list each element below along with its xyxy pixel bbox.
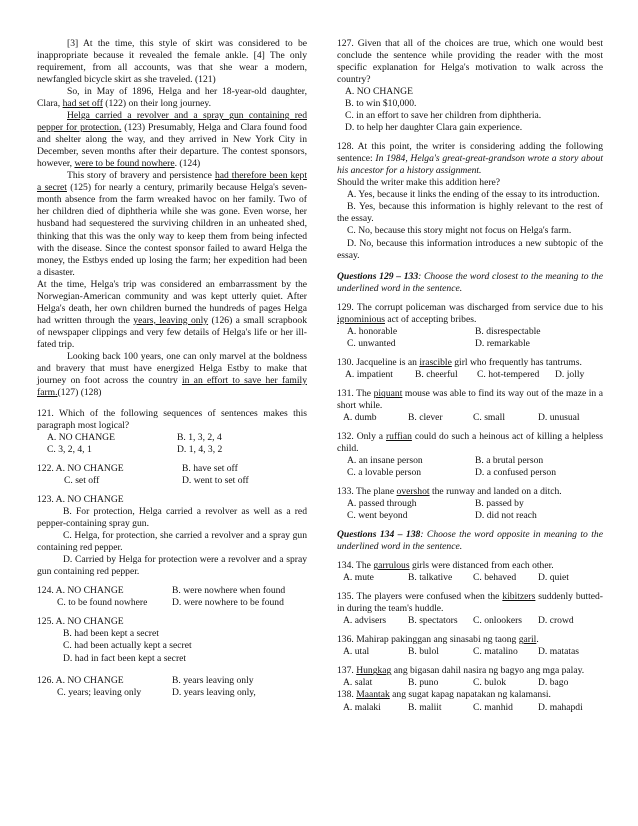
option-d[interactable]: D. to help her daughter Clara gain experience. bbox=[345, 122, 523, 134]
option-c[interactable]: C. bulok bbox=[473, 677, 507, 689]
option-d[interactable]: D. remarkable bbox=[475, 337, 530, 349]
question-126 bbox=[37, 675, 307, 699]
option-b[interactable]: B. had been kept a secret bbox=[63, 628, 159, 640]
option-b[interactable]: B. clever bbox=[408, 411, 443, 423]
option-c[interactable]: C. set off bbox=[64, 475, 100, 487]
option-d[interactable]: D. a confused person bbox=[475, 467, 556, 478]
underlined-word: ignominious bbox=[337, 313, 385, 325]
option-b[interactable]: B. talkative bbox=[408, 572, 453, 584]
question-prompt: Should the writer make this addition here? bbox=[337, 177, 501, 189]
option-a[interactable]: A. dumb bbox=[343, 411, 377, 423]
question-stem: 137. Hungkag ang bigasan dahil nasira ng bagyo ang mga palay. bbox=[337, 665, 585, 677]
question-125 bbox=[37, 616, 307, 664]
option-a[interactable]: A. salat bbox=[343, 677, 373, 689]
option-b[interactable]: B. Yes, because this information is highly relevant to the rest of the essay. bbox=[337, 201, 603, 225]
underlined-phrase-124: were to be found nowhere bbox=[74, 158, 175, 170]
option-b[interactable]: B. spectators bbox=[408, 615, 458, 627]
question-stem: 129. The corrupt policeman was discharged from service due to his ignominious act of accepting bribes. bbox=[337, 301, 603, 325]
option-c[interactable]: C. onlookers bbox=[473, 615, 523, 627]
option-a[interactable]: 126. A. NO CHANGE bbox=[37, 674, 124, 686]
option-c[interactable]: C. a lovable person bbox=[347, 467, 422, 478]
section-heading: Questions 129 – 133: Choose the word closest to the meaning to the underlined word in the sentence. bbox=[337, 270, 603, 294]
question-stem: 136. Mahirap pakinggan ang sinasabi ng taong garil. bbox=[337, 634, 539, 646]
option-c[interactable]: C. manhid bbox=[473, 701, 513, 713]
question-124 bbox=[37, 585, 307, 609]
option-b[interactable]: B. a brutal person bbox=[475, 454, 544, 466]
option-a[interactable]: A. advisers bbox=[343, 615, 387, 627]
question-132 bbox=[337, 431, 603, 479]
question-121 bbox=[37, 408, 307, 456]
underlined-phrase-123: Helga carried a revolver and a spray gun containing red pepper for protection. bbox=[37, 110, 307, 134]
option-c[interactable]: C. had been actually kept a secret bbox=[63, 640, 192, 652]
question-134 bbox=[337, 560, 603, 584]
question-127 bbox=[337, 38, 603, 134]
option-a[interactable]: 123. A. NO CHANGE bbox=[37, 494, 124, 506]
question-136 bbox=[337, 634, 603, 658]
option-d[interactable]: D. unusual bbox=[538, 411, 580, 423]
underlined-phrase-127: in an effort to save her family farm. bbox=[37, 374, 307, 398]
option-a[interactable]: 124. A. NO CHANGE bbox=[37, 585, 124, 597]
option-d[interactable]: D. did not reach bbox=[475, 510, 537, 522]
question-stem: 135. The players were confused when the kibitzers suddenly butted-in during the team's huddle. bbox=[337, 591, 603, 615]
underlined-phrase-125: had therefore been kept a secret bbox=[37, 170, 307, 194]
option-b[interactable]: B. years leaving only bbox=[172, 674, 254, 686]
passage-paragraph: Helga carried a revolver and a spray gun containing red pepper for protection. (123) Presumably, Helga and Clara found food and shelter along the way, and they arrived in New York City in December, seven months after their departure. The contest sponsors, however, were to be found nowhere. (124) bbox=[37, 110, 307, 170]
question-stem: 121. Which of the following sequences of sentences makes this paragraph most logical? bbox=[37, 407, 307, 431]
option-b[interactable]: B. For protection, Helga carried a revolver as well as a red pepper-containing spray gun. bbox=[37, 506, 307, 530]
option-d[interactable]: D. years leaving only, bbox=[172, 686, 256, 698]
option-b[interactable]: B. passed by bbox=[475, 498, 524, 510]
option-d[interactable]: D. quiet bbox=[538, 572, 569, 584]
option-a[interactable]: A. malaki bbox=[343, 701, 381, 713]
passage-paragraph: [3] At the time, this style of skirt was considered to be inappropriate because it revealed the female ankle. [4] The only requirement, from all accounts, was that she wear a modern, newfangled bicycle skirt as she traveled. (121) bbox=[37, 38, 307, 86]
option-a[interactable]: A. NO CHANGE bbox=[47, 432, 115, 443]
option-c[interactable]: C. years; leaving only bbox=[57, 686, 142, 698]
question-128 bbox=[337, 141, 603, 261]
option-c[interactable]: C. in an effort to save her children from diphtheria. bbox=[345, 110, 542, 122]
option-d[interactable]: D. matatas bbox=[538, 646, 580, 658]
option-c[interactable]: C. to be found nowhere bbox=[57, 597, 148, 609]
option-b[interactable]: B. 1, 3, 2, 4 bbox=[177, 432, 222, 443]
option-d[interactable]: D. went to set off bbox=[182, 475, 249, 487]
question-stem: 131. The piquant mouse was able to find its way out of the maze in a short while. bbox=[337, 387, 603, 411]
left-column bbox=[37, 38, 307, 699]
option-d[interactable]: D. No, because this information introduces a new subtopic of the essay. bbox=[337, 237, 603, 261]
option-a[interactable]: A. mute bbox=[343, 572, 374, 584]
question-122 bbox=[37, 463, 307, 487]
option-c[interactable]: C. hot-tempered bbox=[477, 368, 540, 380]
option-c[interactable]: C. unwanted bbox=[347, 337, 396, 349]
option-a[interactable]: 125. A. NO CHANGE bbox=[37, 616, 124, 628]
option-b[interactable]: B. cheerful bbox=[415, 368, 458, 380]
underlined-word: kibitzers bbox=[502, 591, 536, 603]
question-133 bbox=[337, 486, 603, 522]
section-heading: Questions 134 – 138: Choose the word opposite in meaning to the underlined word in the sentence. bbox=[337, 529, 603, 553]
question-137 bbox=[337, 665, 603, 689]
option-d[interactable]: D. 1, 4, 3, 2 bbox=[177, 444, 223, 456]
question-130 bbox=[337, 357, 603, 381]
underlined-phrase-126: years, leaving only bbox=[133, 314, 209, 326]
right-column bbox=[337, 38, 603, 714]
option-b[interactable]: B. were nowhere when found bbox=[172, 585, 286, 597]
underlined-word: garil bbox=[518, 634, 537, 646]
passage-paragraph: This story of bravery and persistence had therefore been kept a secret (125) for nearly a century, primarily because Helga's seven-month absence from the farm wreaked havoc on her family. Two of her children died of diphtheria while she was gone. Even worse, her husband had sequestered the surviving children in an unheated shed, thinking that this was the only way to keep them from being infected with the disease. Since the contest sponsor failed to award Helga the money, the Estbys ended up losing the farm; her expedition had been a disaster. bbox=[37, 170, 307, 278]
underlined-word: Hungkag bbox=[356, 665, 392, 677]
question-129 bbox=[337, 302, 603, 350]
option-a[interactable]: A. passed through bbox=[347, 498, 417, 510]
underlined-word: irascible bbox=[419, 356, 452, 368]
question-135 bbox=[337, 591, 603, 627]
question-stem: 138. Maantak ang sugat kapag napatakan ng kalamansi. bbox=[337, 689, 551, 701]
passage-paragraph: At the time, Helga's trip was considered an embarrassment by the Norwegian-American community and was kept utterly quiet. After Helga's death, her own children burned the hundreds of pages Helga had written through the years, leaving only (126) a small scrapbook of newspaper clippings and very few details of Helga's life or her ill-fated trip. bbox=[37, 278, 307, 350]
option-b[interactable]: B. bulol bbox=[408, 646, 439, 658]
option-d[interactable]: D. were nowhere to be found bbox=[172, 597, 284, 609]
option-d[interactable]: D. mahapdi bbox=[538, 701, 583, 713]
option-d[interactable]: D. jolly bbox=[555, 368, 585, 380]
question-stem: 128. At this point, the writer is considering adding the following sentence: In 1984, Helga's great-great-grandson wrote a story about his ancestor for a history assignment. bbox=[337, 141, 604, 177]
underlined-phrase-122: had set off bbox=[62, 98, 103, 110]
option-a[interactable]: A. NO CHANGE bbox=[345, 86, 413, 98]
option-b[interactable]: B. have set off bbox=[182, 463, 238, 475]
question-stem: 130. Jacqueline is an irascible girl who frequently has tantrums. bbox=[337, 356, 582, 368]
option-b[interactable]: B. disrespectable bbox=[475, 325, 541, 337]
option-c[interactable]: C. 3, 2, 4, 1 bbox=[47, 444, 92, 456]
option-d[interactable]: D. Carried by Helga for protection were a revolver and a spray gun containing red pepper. bbox=[37, 554, 307, 578]
option-a[interactable]: A. honorable bbox=[347, 325, 398, 337]
option-a[interactable]: A. impatient bbox=[345, 368, 393, 380]
passage-paragraph: So, in May of 1896, Helga and her 18-year-old daughter, Clara, had set off (122) on their long journey. bbox=[37, 86, 307, 110]
option-b[interactable]: B. to win $10,000. bbox=[345, 98, 417, 110]
underlined-word: Maantak bbox=[356, 689, 390, 701]
option-a[interactable]: A. utal bbox=[343, 646, 370, 658]
passage-paragraph: Looking back 100 years, one can only marvel at the boldness and bravery that must have energized Helga Estby to make that journey on foot across the country in an effort to save her family farm.(127) (128) bbox=[37, 350, 307, 398]
option-a[interactable]: A. Yes, because it links the ending of the essay to its introduction. bbox=[347, 189, 600, 201]
option-b[interactable]: B. puno bbox=[408, 677, 439, 689]
underlined-word: garrulous bbox=[373, 560, 410, 572]
option-c[interactable]: C. went beyond bbox=[347, 510, 408, 522]
option-c[interactable]: C. No, because this story might not focus on Helga's farm. bbox=[347, 225, 572, 237]
question-stem: 127. Given that all of the choices are true, which one would best conclude the sentence while providing the reader with the most specific explanation for Helga's motivation to walk across the country? bbox=[337, 38, 603, 86]
option-a[interactable]: 122. A. NO CHANGE bbox=[37, 463, 124, 475]
option-c[interactable]: C. behaved bbox=[473, 572, 517, 584]
option-c[interactable]: C. Helga, for protection, she carried a revolver and a spray gun containing red pepper. bbox=[37, 530, 307, 554]
question-stem: 133. The plane overshot the runway and landed on a ditch. bbox=[337, 486, 562, 498]
underlined-word: overshot bbox=[396, 486, 430, 498]
option-d[interactable]: D. had in fact been kept a secret bbox=[63, 652, 187, 664]
question-stem: 132. Only a ruffian could do such a heinous act of killing a helpless child. bbox=[337, 430, 603, 454]
option-c[interactable]: C. small bbox=[473, 411, 505, 423]
question-131 bbox=[337, 388, 603, 424]
option-b[interactable]: B. maliit bbox=[408, 701, 442, 713]
question-123 bbox=[37, 494, 307, 578]
question-138 bbox=[337, 689, 603, 713]
underlined-word: ruffian bbox=[385, 430, 412, 442]
option-d[interactable]: D. crowd bbox=[538, 615, 574, 627]
underlined-word: piquant bbox=[373, 387, 403, 399]
question-stem: 134. The garrulous girls were distanced from each other. bbox=[337, 560, 554, 572]
option-a[interactable]: A. an insane person bbox=[347, 454, 423, 466]
option-d[interactable]: D. bago bbox=[538, 677, 569, 689]
option-c[interactable]: C. matalino bbox=[473, 646, 518, 658]
